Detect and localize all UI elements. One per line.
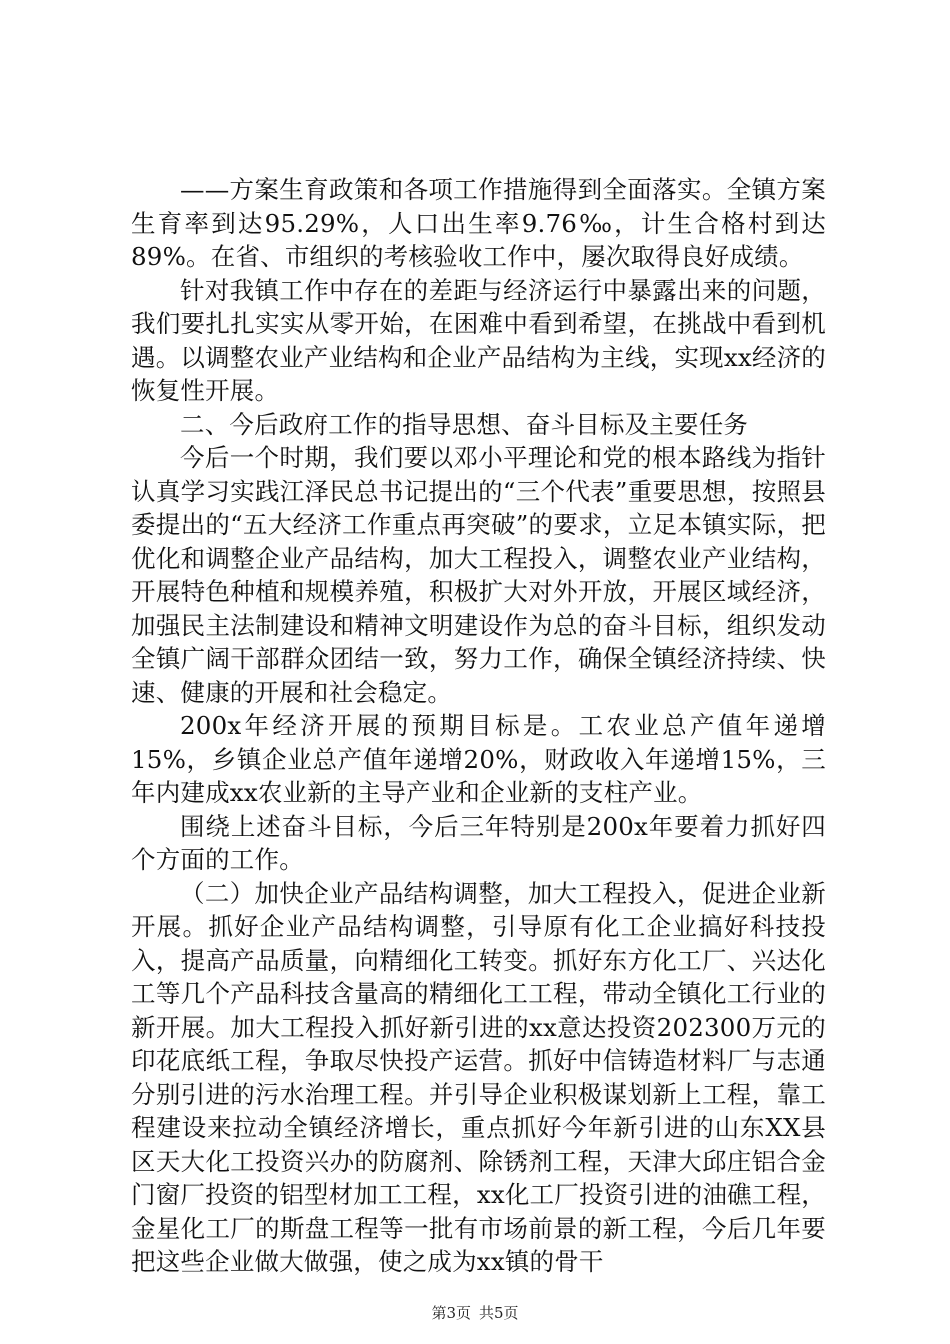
page-total: 共5页 [479,1304,519,1322]
paragraph-guiding-ideology: 今后一个时期，我们要以邓小平理论和党的根本路线为指针认真学习实践江泽民总书记提出的“三个代表”重要思想，按照县委提出的“五大经济工作重点再突破”的要求，立足本镇实际，把优化和调整企业产品结构，加大工程投入，调整农业产业结构，开展特色种植和规模养殖，积极扩大对外开放，开展区域经济，加强民主法制建设和精神文明建设作为总的奋斗目标，组织发动全镇广阔干部群众团结一致，努力工作，确保全镇经济持续、快速、健康的开展和社会稳定。 [131,443,826,707]
paragraph-problems: 针对我镇工作中存在的差距与经济运行中暴露出来的问题，我们要扎扎实实从零开始，在困难中看到希望，在挑战中看到机遇。以调整农业产业结构和企业产品结构为主线，实现xx经济的恢复性开展。 [131,275,826,405]
page-number: 第3页 [431,1304,471,1322]
section-heading: 二、今后政府工作的指导思想、奋斗目标及主要任务 [180,409,749,439]
document-body [131,173,826,1279]
paragraph-targets: 200x年经济开展的预期目标是。工农业总产值年递增15%，乡镇企业总产值年递增20%，财政收入年递增15%，三年内建成xx农业新的主导产业和企业新的支柱产业。 [131,711,826,807]
paragraph-four-aspects: 围绕上述奋斗目标，今后三年特别是200x年要着力抓好四个方面的工作。 [131,811,826,874]
paragraph-family-planning: ——方案生育政策和各项工作措施得到全面落实。全镇方案生育率到达95.29%，人口出生率9.76‰，计生合格村到达89%。在省、市组织的考核验收工作中，屡次取得良好成绩。 [131,175,826,271]
paragraph-enterprise-restructuring: （二）加快企业产品结构调整，加大工程投入，促进企业新开展。抓好企业产品结构调整，引导原有化工企业搞好科技投入，提高产品质量，向精细化工转变。抓好东方化工厂、兴达化工等几个产品科技含量高的精细化工工程，带动全镇化工行业的新开展。加大工程投入抓好新引进的xx意达投资202300万元的印花底纸工程，争取尽快投产运营。抓好中信铸造材料厂与志通分别引进的污水治理工程。并引导企业积极谋划新上工程，靠工程建设来拉动全镇经济增长，重点抓好今年新引进的山东XX县区天大化工投资兴办的防腐剂、除锈剂工程，天津大邱庄铝合金门窗厂投资的铝型材加工工程，xx化工厂投资引进的油礁工程，金星化工厂的斯盘工程等一批有市场前景的新工程，今后几年要把这些企业做大做强，使之成为xx镇的骨干 [131,878,826,1276]
page-footer [0,1303,950,1323]
